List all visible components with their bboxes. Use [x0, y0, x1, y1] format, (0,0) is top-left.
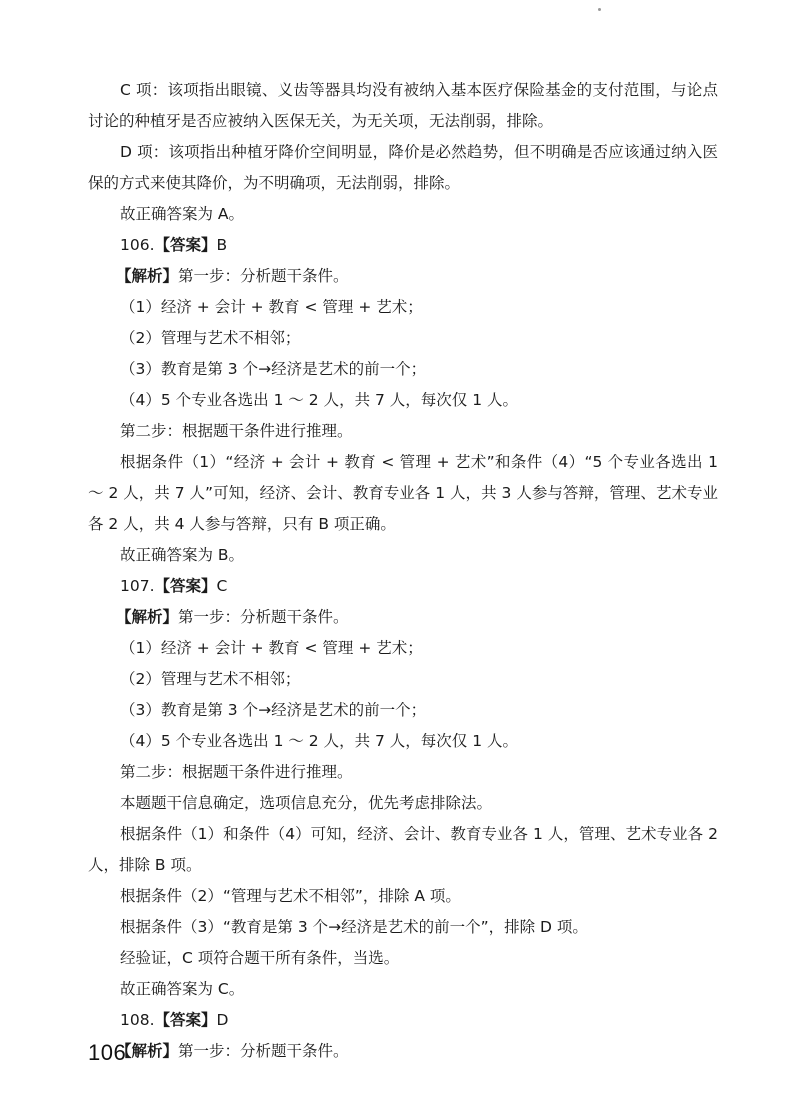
method-line: 本题题干信息确定，选项信息充分，优先考虑排除法。 — [120, 794, 493, 812]
verification-line: 经验证，C 项符合题干所有条件，当选。 — [120, 949, 400, 967]
question-number: 106. — [120, 236, 155, 254]
conclusion-106: 故正确答案为 B。 — [120, 546, 245, 564]
answer-value: C — [216, 577, 228, 595]
condition-line: （2）管理与艺术不相邻； — [120, 329, 301, 347]
condition-line: （3）教育是第 3 个→经济是艺术的前一个； — [120, 360, 427, 378]
answer-value: B — [216, 236, 228, 254]
analysis-text: 第一步：分析题干条件。 — [178, 1042, 349, 1060]
analysis-tag: 【解析】 — [116, 1042, 179, 1060]
condition-line: （1）经济 + 会计 + 教育 < 管理 + 艺术； — [120, 639, 423, 657]
answer-value: D — [216, 1011, 229, 1029]
elimination-line: 根据条件（3）“教育是第 3 个→经济是艺术的前一个”，排除 D 项。 — [120, 918, 588, 936]
condition-line: （3）教育是第 3 个→经济是艺术的前一个； — [120, 701, 427, 719]
condition-line: （4）5 个专业各选出 1 ～ 2 人，共 7 人，每次仅 1 人。 — [120, 391, 519, 409]
answer-tag: 【答案】 — [154, 236, 217, 254]
answer-108 — [88, 1005, 718, 1036]
condition-line: （2）管理与艺术不相邻； — [120, 670, 301, 688]
step-line: 第二步：根据题干条件进行推理。 — [120, 763, 353, 781]
option-d-paragraph: D 项：该项指出种植牙降价空间明显，降价是必然趋势，但不明确是否应该通过纳入医保的方式来使其降价，为不明确项，无法削弱，排除。 — [88, 143, 718, 192]
analysis-tag: 【解析】 — [116, 267, 179, 285]
answer-tag: 【答案】 — [154, 1011, 217, 1029]
analysis-107 — [88, 602, 718, 633]
analysis-text: 第一步：分析题干条件。 — [178, 608, 349, 626]
answer-107 — [88, 571, 718, 602]
question-number: 108. — [120, 1011, 155, 1029]
condition-line: （4）5 个专业各选出 1 ～ 2 人，共 7 人，每次仅 1 人。 — [120, 732, 519, 750]
analysis-text: 第一步：分析题干条件。 — [178, 267, 349, 285]
condition-line: （1）经济 + 会计 + 教育 < 管理 + 艺术； — [120, 298, 423, 316]
question-number: 107. — [120, 577, 155, 595]
reasoning-paragraph: 根据条件（1）“经济 + 会计 + 教育 < 管理 + 艺术”和条件（4）“5 个专业各选出 1 ～ 2 人，共 7 人”可知，经济、会计、教育专业各 1 人，共 3 人参与答辩，管理、艺术专业各 2 人，共 4 人参与答辩，只有 B 项正确。 — [88, 453, 718, 533]
analysis-tag: 【解析】 — [116, 608, 179, 626]
elimination-line: 根据条件（2）“管理与艺术不相邻”，排除 A 项。 — [120, 887, 461, 905]
conclusion-107: 故正确答案为 C。 — [120, 980, 245, 998]
scan-dot — [598, 8, 601, 11]
page-number: 106 — [88, 1040, 127, 1065]
answer-tag: 【答案】 — [154, 577, 217, 595]
answer-106 — [88, 230, 718, 261]
page-content — [88, 75, 718, 1067]
reasoning-paragraph: 根据条件（1）和条件（4）可知，经济、会计、教育专业各 1 人，管理、艺术专业各 2 人，排除 B 项。 — [88, 825, 718, 874]
option-c-paragraph: C 项：该项指出眼镜、义齿等器具均没有被纳入基本医疗保险基金的支付范围，与论点讨论的种植牙是否应被纳入医保无关，为无关项，无法削弱，排除。 — [88, 81, 718, 130]
analysis-106 — [88, 261, 718, 292]
step-line: 第二步：根据题干条件进行推理。 — [120, 422, 353, 440]
conclusion-105: 故正确答案为 A。 — [120, 205, 245, 223]
analysis-108 — [88, 1036, 718, 1067]
